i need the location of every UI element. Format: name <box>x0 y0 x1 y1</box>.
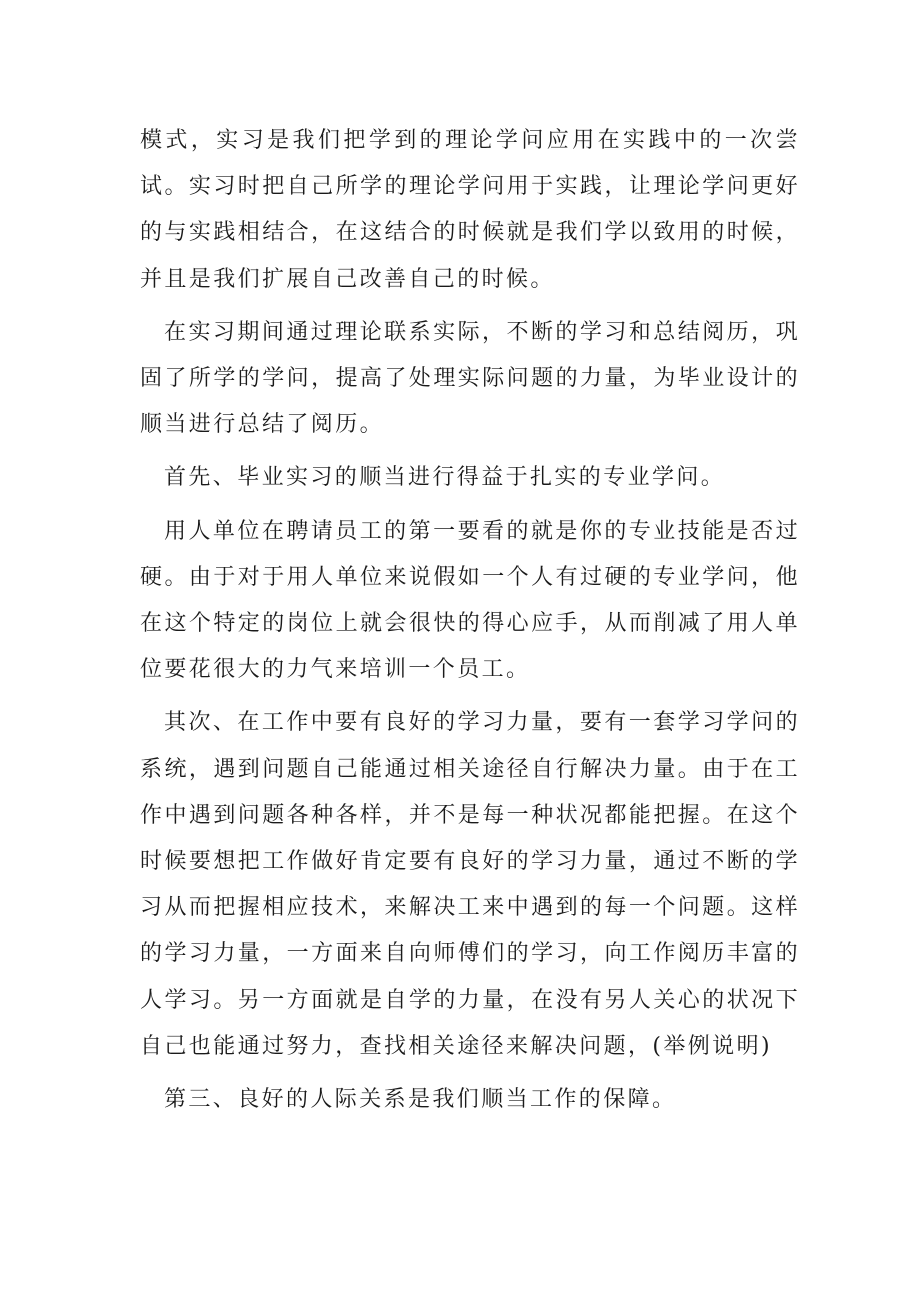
paragraph-first-point: 首先、毕业实习的顺当进行得益于扎实的专业学问。 <box>164 465 726 491</box>
document-body <box>140 118 800 1130</box>
paragraph-employer-skills: 用人单位在聘请员工的第一要看的就是你的专业技能是否过硬。由于对于用人单位来说假如一个人有过硬的专业学问，他在这个特定的岗位上就会很快的得心应手，从而削减了用人单位要花很大的力气来培训一个员工。 <box>140 518 800 683</box>
paragraph-internship-period: 在实习期间通过理论联系实际，不断的学习和总结阅历，巩固了所学的学问，提高了处理实际问题的力量，为毕业设计的顺当进行总结了阅历。 <box>140 319 800 438</box>
paragraph-second-point: 其次、在工作中要有良好的学习力量，要有一套学习学问的系统，遇到问题自己能通过相关途径自行解决力量。由于在工作中遇到问题各种各样，并不是每一种状况都能把握。在这个时候要想把工作做好肯定要有良好的学习力量，通过不断的学习从而把握相应技术，来解决工来中遇到的每一个问题。这样的学习力量，一方面来自向师傅们的学习，向工作阅历丰富的人学习。另一方面就是自学的力量，在没有另人关心的状况下自己也能通过努力，查找相关途径来解决问题，(举例说明) <box>140 710 800 1059</box>
paragraph-third-point: 第三、良好的人际关系是我们顺当工作的保障。 <box>164 1087 677 1113</box>
paragraph-continuation: 模式，实习是我们把学到的理论学问应用在实践中的一次尝试。实习时把自己所学的理论学问用于实践，让理论学问更好的与实践相结合，在这结合的时候就是我们学以致用的时候，并且是我们扩展自己改善自己的时候。 <box>140 128 800 292</box>
